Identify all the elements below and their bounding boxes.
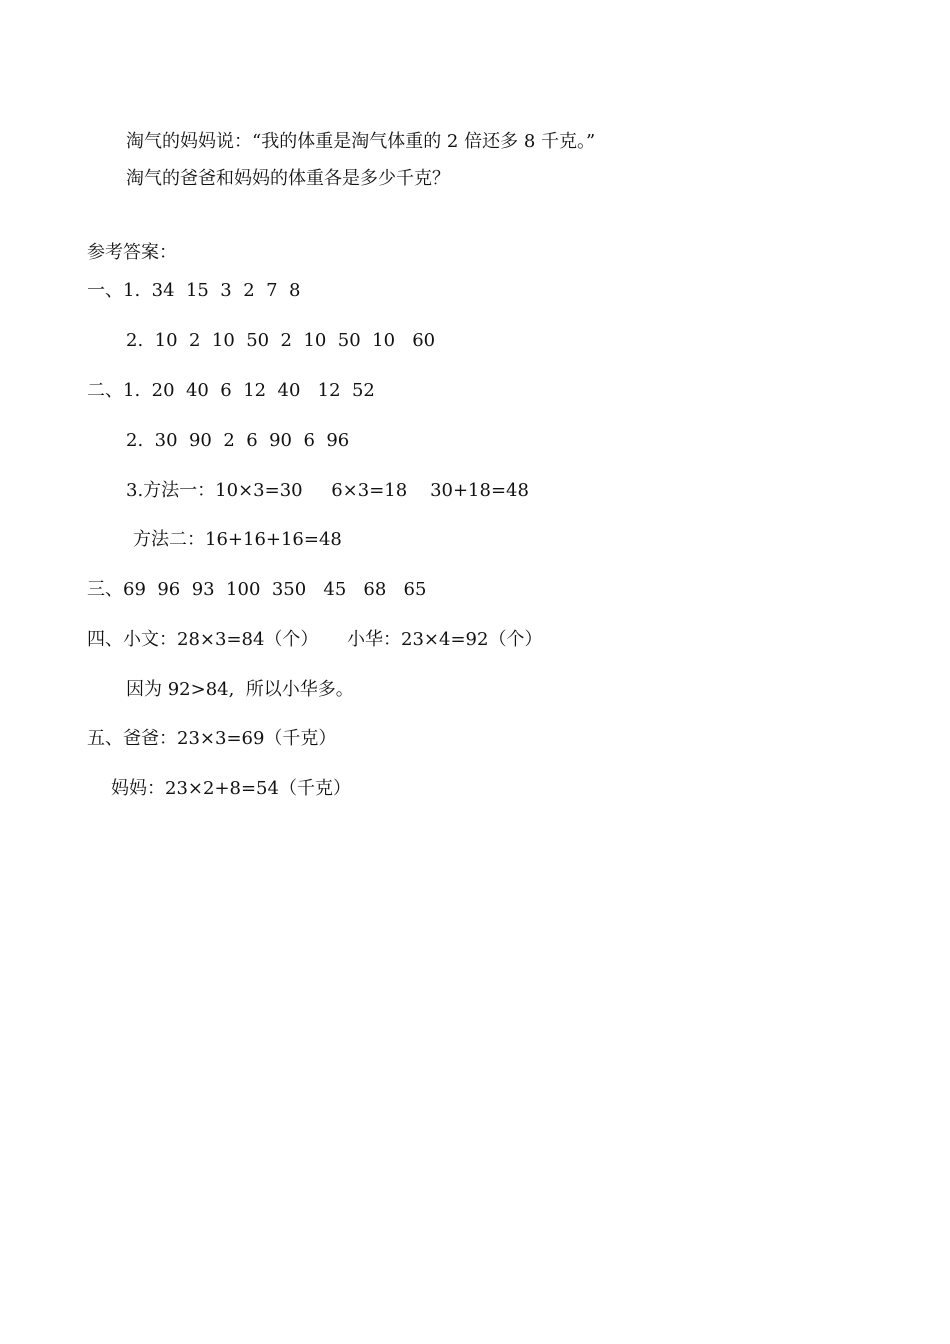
answer-5-2: 妈妈：23×2+8=54（千克） <box>111 778 351 799</box>
answer-1-1: 一、1. 34 15 3 2 7 8 <box>87 280 301 301</box>
answer-5-1: 五、爸爸：23×3=69（千克） <box>87 728 337 749</box>
problem-line-1: 淘气的妈妈说：“我的体重是淘气体重的 2 倍还多 8 千克。” <box>126 131 596 152</box>
answers-heading: 参考答案： <box>87 242 177 263</box>
answer-1-2: 2. 10 2 10 50 2 10 50 10 60 <box>126 330 436 351</box>
answer-3: 三、69 96 93 100 350 45 68 65 <box>87 579 427 600</box>
answer-2-3b: 方法二：16+16+16=48 <box>133 529 342 550</box>
answer-2-1: 二、1. 20 40 6 12 40 12 52 <box>87 380 375 401</box>
problem-line-2: 淘气的爸爸和妈妈的体重各是多少千克？ <box>126 168 450 189</box>
answer-4-2: 因为 92>84, 所以小华多。 <box>126 679 354 700</box>
answer-2-3: 3.方法一：10×3=30 6×3=18 30+18=48 <box>126 480 529 501</box>
answer-2-2: 2. 30 90 2 6 90 6 96 <box>126 430 350 451</box>
answer-4-1: 四、小文：28×3=84（个） 小华：23×4=92（个） <box>87 629 543 650</box>
